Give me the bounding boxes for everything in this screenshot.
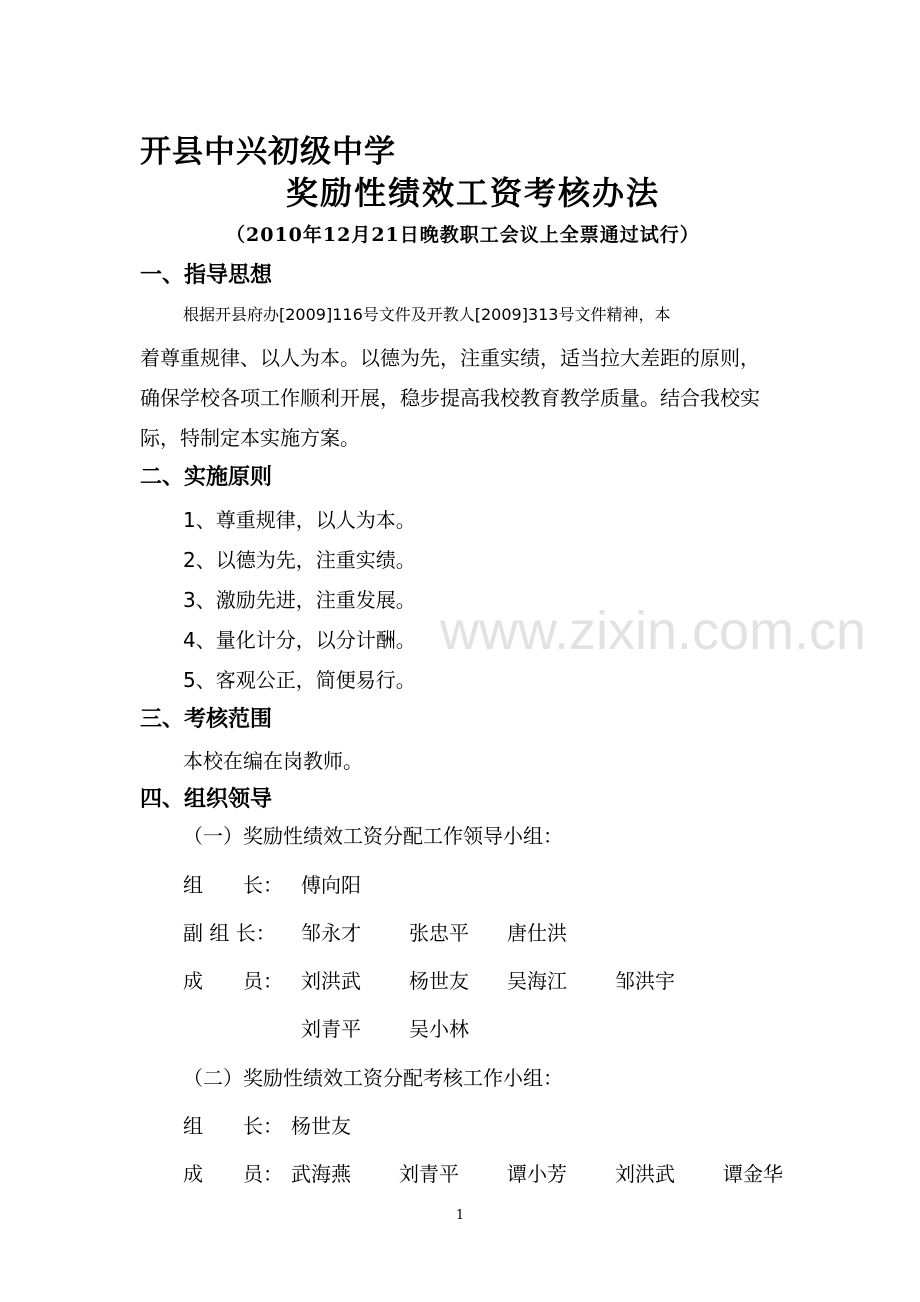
member-name: 吴小林 (409, 1017, 469, 1041)
document-title: 奖励性绩效工资考核办法 (286, 174, 661, 212)
principle-item: 5、客观公正，简便易行。 (183, 668, 416, 692)
leader-name: 傅向阳 (301, 873, 361, 897)
member-name: 刘洪武 (615, 1162, 675, 1186)
deputy-name: 张忠平 (409, 921, 469, 945)
member-name: 刘青平 (301, 1017, 361, 1041)
member-name: 邹洪宇 (615, 969, 675, 993)
member-name: 谭小芳 (507, 1162, 567, 1186)
paragraph-line: 根据开县府办[2009]116号文件及开教人[2009]313号文件精神，本 (183, 305, 671, 324)
principle-item: 2、以德为先，注重实绩。 (183, 548, 416, 572)
member-name: 武海燕 (291, 1162, 351, 1186)
member-name: 刘青平 (399, 1162, 459, 1186)
member-label: 成 员： (183, 969, 283, 993)
document-subtitle: （2010年12月21日晚教职工会议上全票通过试行） (226, 224, 700, 246)
member-label: 成 员： (183, 1162, 283, 1186)
member-name: 谭金华 (723, 1162, 783, 1186)
member-name: 吴海江 (507, 969, 567, 993)
member-name: 杨世友 (409, 969, 469, 993)
leader-label: 组 长： (183, 873, 283, 897)
paragraph-line: 着尊重规律、以人为本。以德为先，注重实绩，适当拉大差距的原则， (140, 346, 760, 370)
section-heading-principles: 二、实施原则 (140, 465, 273, 490)
school-name: 开县中兴初级中学 (140, 134, 396, 170)
deputy-name: 邹永才 (301, 921, 361, 945)
deputy-name: 唐仕洪 (507, 921, 567, 945)
section-heading-scope: 三、考核范围 (140, 707, 273, 732)
member-name: 刘洪武 (301, 969, 361, 993)
section-heading-guiding-ideology: 一、指导思想 (140, 263, 273, 288)
paragraph-line: 确保学校各项工作顺利开展，稳步提高我校教育教学质量。结合我校实 (140, 386, 760, 410)
principle-item: 3、激励先进，注重发展。 (183, 588, 416, 612)
leader-label: 组 长： (183, 1114, 283, 1138)
principle-item: 4、量化计分，以分计酬。 (183, 628, 416, 652)
section-heading-organization: 四、组织领导 (140, 787, 273, 812)
group-title: （一）奖励性绩效工资分配工作领导小组： (183, 824, 563, 848)
paragraph-line: 际，特制定本实施方案。 (140, 426, 360, 450)
principle-item: 1、尊重规律，以人为本。 (183, 508, 416, 532)
watermark: www.zixin.com.cn (440, 601, 867, 661)
leader-name: 杨世友 (291, 1114, 351, 1138)
page-number: 1 (455, 1208, 465, 1223)
scope-text: 本校在编在岗教师。 (183, 749, 363, 773)
deputy-label: 副 组 长： (183, 921, 276, 945)
group-title: （二）奖励性绩效工资分配考核工作小组： (183, 1066, 563, 1090)
